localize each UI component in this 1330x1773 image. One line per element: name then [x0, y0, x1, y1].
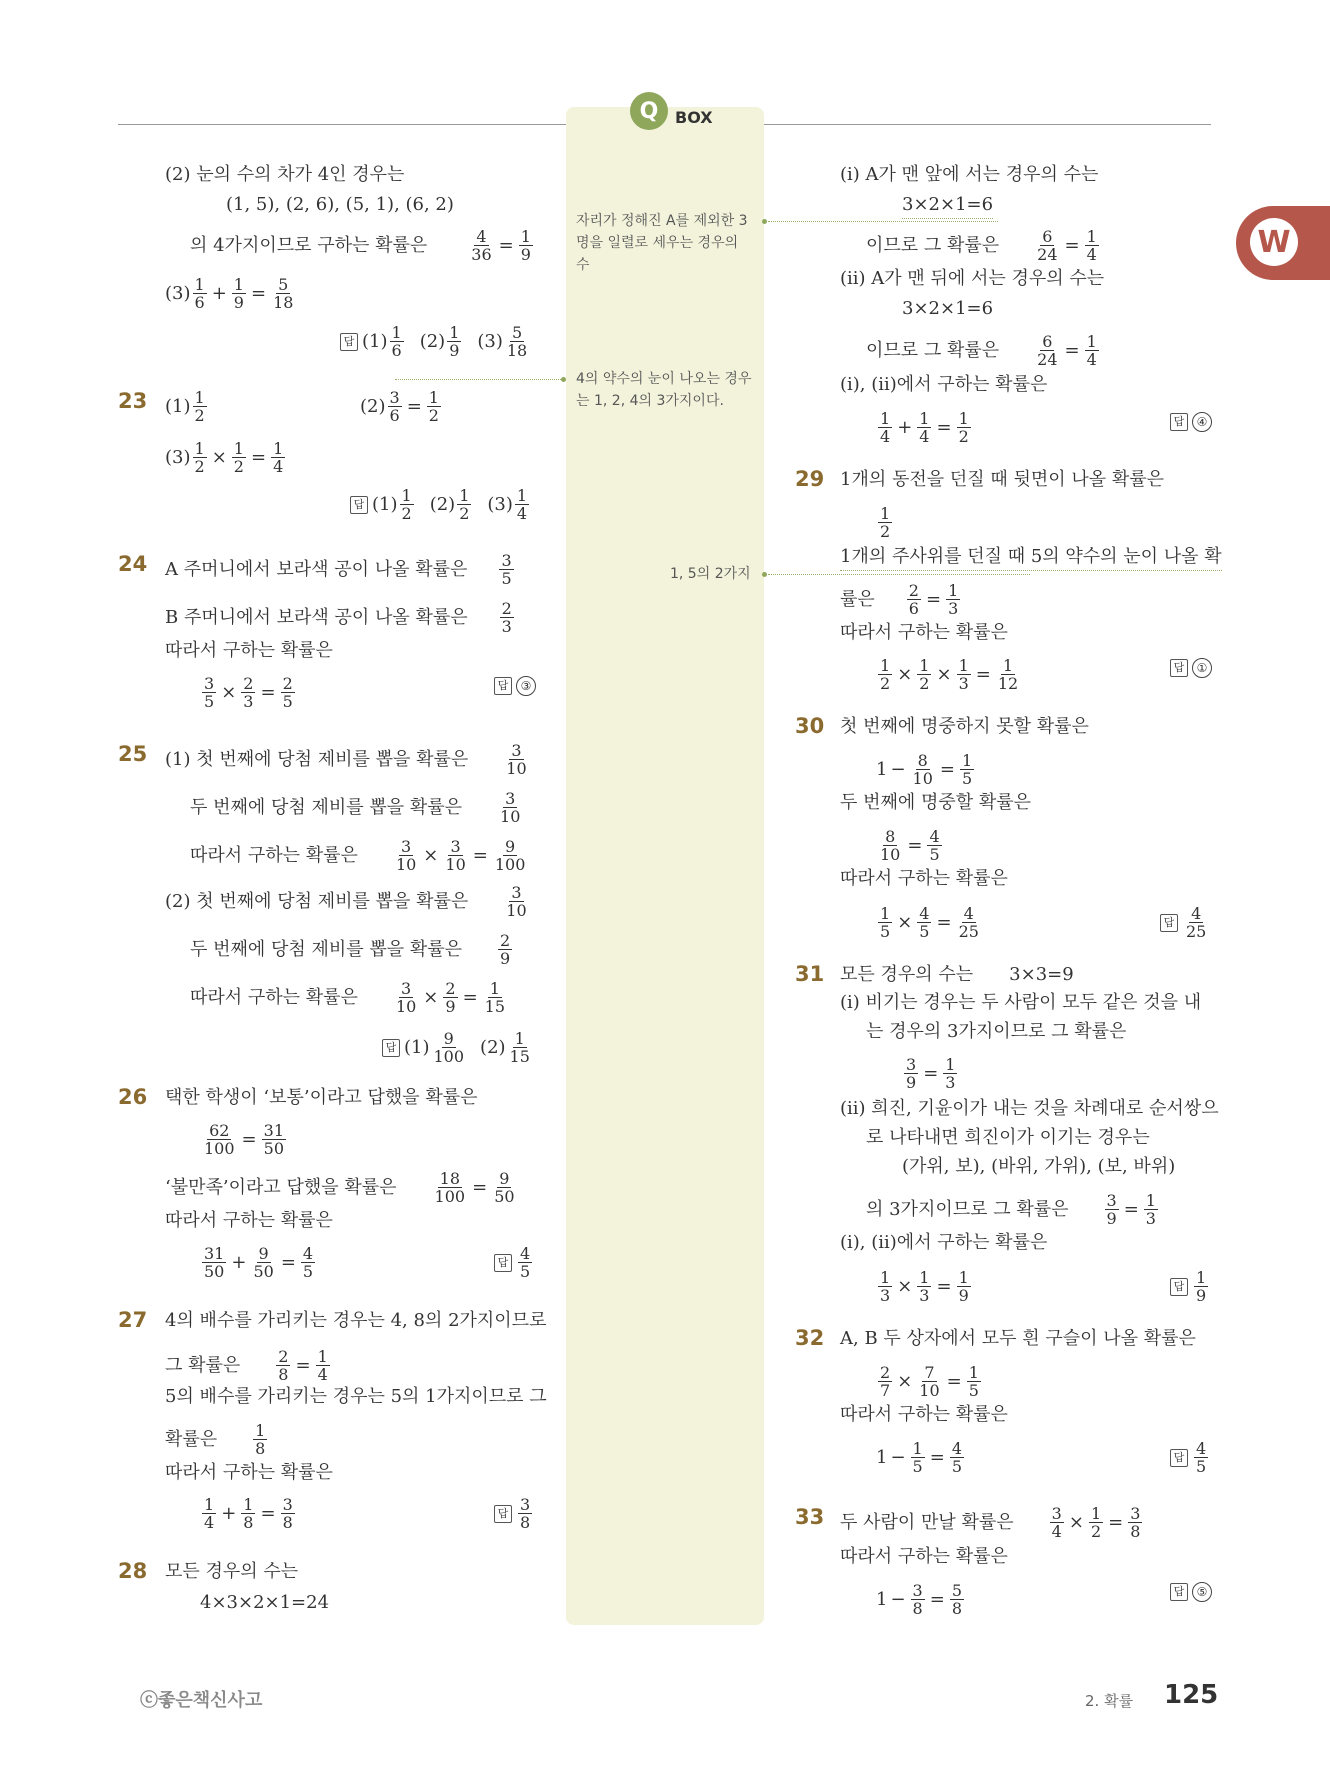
page-number: 125: [1164, 1680, 1219, 1710]
p31-line3: 는 경우의 3가지이므로 그 확률은: [866, 1021, 1127, 1042]
p30-answer: 답 $\frac{4}{25}$: [1160, 905, 1210, 940]
p23-answer: 답 (1) $\frac{1}{2}$ (2) $\frac{1}{2}$ (3) $\frac{1}{4}$: [350, 487, 531, 522]
p29-line3: 률은 $\frac{2}{6}$ = $\frac{1}{3}$: [840, 581, 959, 618]
p24-line3: 따라서 구하는 확률은: [165, 640, 333, 661]
p27-line1: 4의 배수를 가리키는 경우는 4, 8의 2가지이므로: [165, 1310, 547, 1331]
p22-answer: 답 (1) $\frac{1}{6}$ (2) $\frac{1}{9}$ (3) $\frac{5}{18}$: [340, 324, 531, 359]
p32-line2: 따라서 구하는 확률은: [840, 1404, 1008, 1425]
problem-number: 24: [118, 552, 148, 576]
p29-line1: 1개의 동전을 던질 때 뒷면이 나올 확률은: [840, 469, 1164, 490]
p22-line3: 의 4가지이므로 구하는 확률은 $\frac{4}{36}$ = $\frac{1}{9}$: [190, 227, 531, 264]
p27-line3: 5의 배수를 가리키는 경우는 5의 1가지이므로 그: [165, 1386, 547, 1407]
p27-line2: 그 확률은 $\frac{2}{8}$ = $\frac{1}{4}$: [165, 1347, 328, 1384]
note-dot: [762, 219, 767, 224]
q-box-label: BOX: [675, 108, 713, 127]
q-box-panel: [566, 107, 764, 1625]
p31-line1: 모든 경우의 수는 3×3=9: [840, 964, 1074, 985]
p31-calc2: $\frac{1}{3}$ × $\frac{1}{3}$ = $\frac{1}{9}$: [880, 1268, 969, 1305]
p23-part2: (2) $\frac{3}{6}$ = $\frac{1}{2}$: [360, 388, 439, 425]
q-icon: Q: [630, 92, 668, 130]
p28-line1: 모든 경우의 수는: [165, 1561, 299, 1582]
problem-number: 26: [118, 1085, 148, 1109]
p32-line1: A, B 두 상자에서 모두 흰 구슬이 나올 확률은: [840, 1328, 1196, 1349]
problem-number: 27: [118, 1308, 148, 1332]
p26-line1: 택한 학생이 ‘보통’이라고 답했을 확률은: [165, 1087, 478, 1108]
fraction: $\frac{1}{9}$: [520, 227, 531, 264]
p31-line4: (ⅱ) 희진, 기윤이가 내는 것을 차례대로 순서쌍으: [840, 1098, 1219, 1119]
problem-number: 31: [795, 962, 825, 986]
p28-line2: 4×3×2×1=24: [200, 1592, 330, 1613]
note-leader: [395, 379, 561, 380]
p31-answer: 답 $\frac{1}{9}$: [1170, 1269, 1210, 1304]
p31-calc1: $\frac{3}{9}$ = $\frac{1}{3}$: [906, 1055, 956, 1092]
qbox-note-2: 4의 약수의 눈이 나오는 경우는 1, 2, 4의 3가지이다.: [576, 371, 752, 409]
p33-line1: 두 사람이 만날 확률은 $\frac{3}{4}$ × $\frac{1}{2}$ = $\frac{3}{8}$: [840, 1504, 1141, 1541]
p24-calc: $\frac{3}{5}$ × $\frac{2}{3}$ = $\frac{2}{5}$: [204, 674, 293, 711]
p30-line2: 두 번째에 명중할 확률은: [840, 792, 1032, 813]
p27-line5: 따라서 구하는 확률은: [165, 1462, 333, 1483]
note-dot: [762, 572, 767, 577]
p25-line5: 두 번째에 당첨 제비를 뽑을 확률은 $\frac{2}{9}$: [190, 931, 511, 968]
p28-r2: 3×2×1=6: [902, 192, 993, 219]
p22-line2: (1, 5), (2, 6), (5, 1), (6, 2): [226, 194, 454, 215]
p29-line4: 따라서 구하는 확률은: [840, 622, 1008, 643]
p26-line2: ‘불만족’이라고 답했을 확률은 $\frac{18}{100}$ = $\frac{9}{50}$: [165, 1169, 515, 1206]
qbox-note-3: 1, 5의 2가지: [670, 566, 751, 582]
p31-line7: 의 3가지이므로 그 확률은 $\frac{3}{9}$ = $\frac{1}{3}$: [866, 1191, 1156, 1228]
p31-line6: (가위, 보), (바위, 가위), (보, 바위): [902, 1156, 1176, 1177]
problem-number: 32: [795, 1326, 825, 1350]
p30-calc2: $\frac{8}{10}$ = $\frac{4}{5}$: [880, 827, 940, 864]
p28-r6: 이므로 그 확률은 $\frac{6}{24}$ = $\frac{1}{4}$: [866, 332, 1097, 369]
p30-line1: 첫 번째에 명중하지 못할 확률은: [840, 716, 1089, 737]
header-rule-right: [764, 124, 1211, 125]
note-leader: [768, 574, 1030, 575]
p28-r7: (ⅰ), (ⅱ)에서 구하는 확률은: [840, 374, 1048, 395]
note-leader: [768, 221, 998, 222]
problem-number: 23: [118, 389, 148, 413]
p25-line3: 따라서 구하는 확률은 $\frac{3}{10}$ × $\frac{3}{10}$ = $\frac{9}{100}$: [190, 837, 526, 874]
problem-number: 28: [118, 1559, 148, 1583]
p24-line2: B 주머니에서 보라색 공이 나올 확률은 $\frac{2}{3}$: [165, 599, 512, 636]
problem-number: 25: [118, 742, 148, 766]
p24-line1: A 주머니에서 보라색 공이 나올 확률은 $\frac{3}{5}$: [165, 551, 512, 588]
answer-badge: 답: [340, 333, 358, 351]
p28-r5: 3×2×1=6: [902, 298, 994, 319]
p25-line4: (2) 첫 번째에 당첨 제비를 뽑을 확률은 $\frac{3}{10}$: [165, 883, 527, 920]
qbox-note-1: 자리가 정해진 A를 제외한 3명을 일렬로 세우는 경우의 수: [576, 213, 748, 273]
p24-answer: 답 ③: [494, 676, 536, 696]
p27-calc: $\frac{1}{4}$ + $\frac{1}{8}$ = $\frac{3}{8}$: [204, 1495, 293, 1532]
p26-calc1: $\frac{62}{100}$ = $\frac{31}{50}$: [204, 1121, 284, 1158]
p25-answer: 답 (1) $\frac{9}{100}$ (2) $\frac{1}{15}$: [382, 1030, 534, 1065]
p33-answer: 답 ⑤: [1170, 1582, 1212, 1602]
p27-line4: 확률은 $\frac{1}{8}$: [165, 1421, 266, 1458]
header-rule-left: [118, 124, 566, 125]
p26-answer: 답 $\frac{4}{5}$: [494, 1245, 534, 1280]
p23-part3: (3) $\frac{1}{2}$ × $\frac{1}{2}$ = $\frac{1}{4}$: [165, 439, 284, 476]
p25-line6: 따라서 구하는 확률은 $\frac{3}{10}$ × $\frac{2}{9}$ = $\frac{1}{15}$: [190, 979, 506, 1016]
p28-r3: 이므로 그 확률은 $\frac{6}{24}$ = $\frac{1}{4}$: [866, 227, 1097, 264]
p25-line1: (1) 첫 번째에 당첨 제비를 뽑을 확률은 $\frac{3}{10}$: [165, 741, 527, 778]
p32-calc2: 1 − $\frac{1}{5}$ = $\frac{4}{5}$: [876, 1439, 963, 1476]
p33-calc: 1 − $\frac{3}{8}$ = $\frac{5}{8}$: [876, 1581, 963, 1618]
p29-calc1: $\frac{1}{2}$: [880, 504, 891, 541]
p26-line3: 따라서 구하는 확률은: [165, 1210, 333, 1231]
p23-part1: (1) $\frac{1}{2}$: [165, 388, 205, 425]
p30-calc1: 1 − $\frac{8}{10}$ = $\frac{1}{5}$: [876, 751, 973, 788]
p28-r4: (ⅱ) A가 맨 뒤에 서는 경우의 수는: [840, 268, 1105, 289]
p31-line5: 로 나타내면 희진이가 이기는 경우는: [866, 1127, 1150, 1148]
p31-line8: (ⅰ), (ⅱ)에서 구하는 확률은: [840, 1232, 1048, 1253]
w-icon: W: [1250, 218, 1298, 266]
fraction: $\frac{4}{36}$: [471, 227, 492, 264]
problem-number: 33: [795, 1505, 825, 1529]
p27-answer: 답 $\frac{3}{8}$: [494, 1496, 534, 1531]
p32-calc1: $\frac{2}{7}$ × $\frac{7}{10}$ = $\frac{1}{5}$: [880, 1363, 979, 1400]
p29-calc2: $\frac{1}{2}$ × $\frac{1}{2}$ × $\frac{1}{3}$ = $\frac{1}{12}$: [880, 656, 1019, 693]
section-label: 2. 확률: [1085, 1692, 1134, 1710]
p29-answer: 답 ①: [1170, 658, 1212, 678]
p22-part3: (3) $\frac{1}{6}$ + $\frac{1}{9}$ = $\frac{5}{18}$: [165, 275, 294, 312]
p30-calc3: $\frac{1}{5}$ × $\frac{4}{5}$ = $\frac{4}{25}$: [880, 904, 979, 941]
p29-line2: 1개의 주사위를 던질 때 5의 약수의 눈이 나올 확: [840, 544, 1222, 571]
publisher: ⓒ좋은책신사고: [140, 1690, 263, 1711]
p33-line2: 따라서 구하는 확률은: [840, 1546, 1008, 1567]
p25-line2: 두 번째에 당첨 제비를 뽑을 확률은 $\frac{3}{10}$: [190, 789, 521, 826]
p32-answer: 답 $\frac{4}{5}$: [1170, 1440, 1210, 1475]
note-dot: [561, 377, 566, 382]
p28-answer: 답 ④: [1170, 412, 1212, 432]
p28-r1: (ⅰ) A가 맨 앞에 서는 경우의 수는: [840, 164, 1099, 185]
problem-number: 29: [795, 467, 825, 491]
p31-line2: (ⅰ) 비기는 경우는 두 사람이 모두 같은 것을 내: [840, 992, 1202, 1013]
p22-line1: (2) 눈의 수의 차가 4인 경우는: [165, 164, 405, 185]
problem-number: 30: [795, 714, 825, 738]
p28-calc: $\frac{1}{4}$ + $\frac{1}{4}$ = $\frac{1}{2}$: [880, 409, 969, 446]
p26-calc2: $\frac{31}{50}$ + $\frac{9}{50}$ = $\frac{4}{5}$: [204, 1244, 314, 1281]
p30-line3: 따라서 구하는 확률은: [840, 868, 1008, 889]
